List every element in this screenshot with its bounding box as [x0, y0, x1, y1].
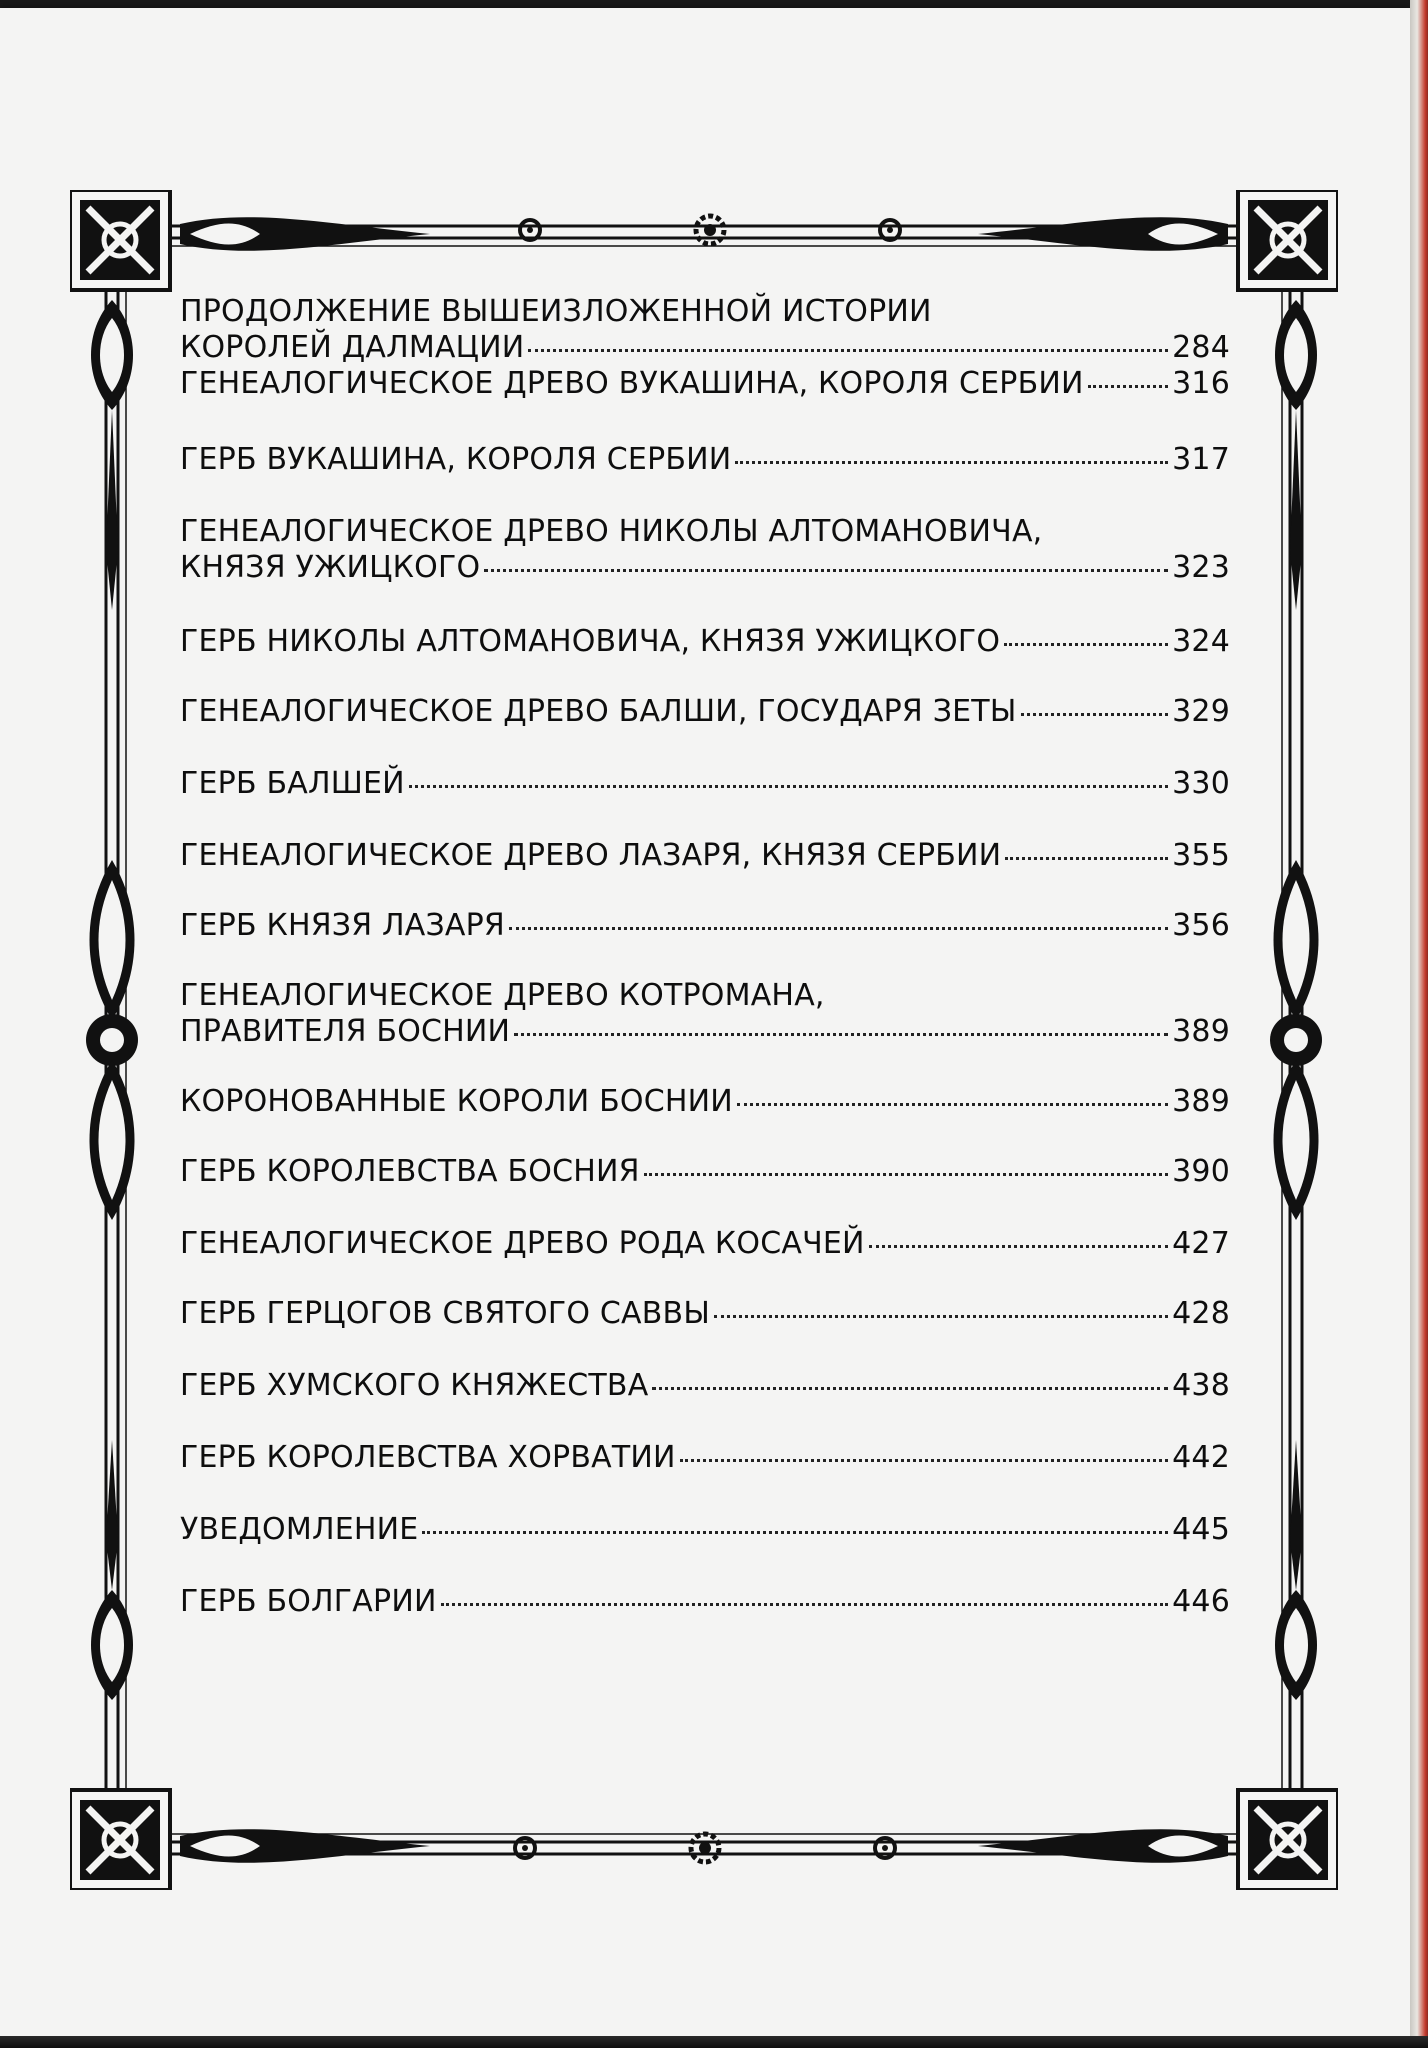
- rosette-icon: [520, 216, 900, 244]
- toc-entry-title: ГЕРБ КОРОЛЕВСТВА БОСНИЯ: [180, 1154, 640, 1189]
- toc-entry: [180, 1512, 1230, 1548]
- toc-entry-page: 445: [1172, 1512, 1230, 1547]
- rosette-icon-bottom: [515, 1834, 895, 1862]
- dot-leader: [528, 349, 1168, 352]
- toc-entry: [180, 1154, 1230, 1190]
- toc-entry-page: 438: [1172, 1368, 1230, 1403]
- dot-leader: [1004, 643, 1168, 646]
- toc-entry-page: 390: [1172, 1154, 1230, 1189]
- dot-leader: [869, 1245, 1168, 1248]
- toc-entry-title-line1: ПРОДОЛЖЕНИЕ ВЫШЕИЗЛОЖЕННОЙ ИСТОРИИ: [180, 294, 932, 329]
- page-edge: [1410, 0, 1428, 2048]
- toc-entry-title: ГЕРБ КОРОЛЕВСТВА ХОРВАТИИ: [180, 1440, 676, 1475]
- toc-entry-title: КОРОНОВАННЫЕ КОРОЛИ БОСНИИ: [180, 1084, 733, 1119]
- dot-leader: [680, 1459, 1168, 1462]
- toc-entry: [180, 366, 1230, 402]
- dot-leader: [714, 1315, 1168, 1318]
- dot-leader: [409, 785, 1168, 788]
- toc-entry-title: КНЯЗЯ УЖИЦКОГО: [180, 550, 481, 585]
- toc-entry-page: 427: [1172, 1226, 1230, 1261]
- toc-entry-page: 355: [1172, 838, 1230, 873]
- toc-entry-title: УВЕДОМЛЕНИЕ: [180, 1512, 419, 1547]
- toc-entry-title: КОРОЛЕЙ ДАЛМАЦИИ: [180, 330, 525, 365]
- toc-entry: [180, 1084, 1230, 1120]
- toc-entry: [180, 514, 1230, 586]
- dot-leader: [441, 1603, 1169, 1606]
- right-side-ornament: [1270, 300, 1322, 1700]
- toc-entry-title: ГЕРБ НИКОЛЫ АЛТОМАНОВИЧА, КНЯЗЯ УЖИЦКОГО: [180, 624, 1001, 659]
- toc-entry-page: 428: [1172, 1296, 1230, 1331]
- toc-entry-page: 330: [1172, 766, 1230, 801]
- toc-entry-title-line1: ГЕНЕАЛОГИЧЕСКОЕ ДРЕВО НИКОЛЫ АЛТОМАНОВИЧА,: [180, 514, 1043, 549]
- toc-entry: [180, 294, 1230, 366]
- toc-entry-page: 316: [1172, 366, 1230, 401]
- toc-entry: [180, 1296, 1230, 1332]
- dot-leader: [1005, 857, 1168, 860]
- dot-leader: [1088, 385, 1168, 388]
- toc-entry-title: ГЕНЕАЛОГИЧЕСКОЕ ДРЕВО РОДА КОСАЧЕЙ: [180, 1226, 865, 1261]
- toc-entry-title: ПРАВИТЕЛЯ БОСНИИ: [180, 1014, 511, 1049]
- toc-entry: [180, 908, 1230, 944]
- dot-leader: [644, 1173, 1168, 1176]
- toc-entry-page: 356: [1172, 908, 1230, 943]
- toc-entry-page: 389: [1172, 1084, 1230, 1119]
- dot-leader: [1021, 713, 1169, 716]
- dot-leader: [735, 461, 1168, 464]
- toc-entry-title: ГЕРБ БАЛШЕЙ: [180, 766, 405, 801]
- corner-knot-bottom-right: [1238, 1790, 1338, 1890]
- toc-entry: [180, 442, 1230, 478]
- left-side-ornament: [86, 300, 138, 1700]
- book-page: [0, 8, 1410, 2038]
- toc-entry-page: 317: [1172, 442, 1230, 477]
- corner-knot-bottom-left: [70, 1790, 170, 1890]
- dot-leader: [737, 1103, 1168, 1106]
- toc-entry-title: ГЕРБ ВУКАШИНА, КОРОЛЯ СЕРБИИ: [180, 442, 732, 477]
- toc-entry-title: ГЕНЕАЛОГИЧЕСКОЕ ДРЕВО БАЛШИ, ГОСУДАРЯ ЗЕТЫ: [180, 694, 1017, 729]
- dot-leader: [509, 927, 1168, 930]
- toc-entry: [180, 694, 1230, 730]
- toc-entry-title-line1: ГЕНЕАЛОГИЧЕСКОЕ ДРЕВО КОТРОМАНА,: [180, 978, 825, 1013]
- dot-leader: [514, 1033, 1168, 1036]
- toc-entry-line2: [180, 330, 1230, 366]
- toc-entry-line1: [180, 294, 1230, 330]
- toc-entry: [180, 766, 1230, 802]
- toc-entry-page: 389: [1172, 1014, 1230, 1049]
- toc-entry-page: 329: [1172, 694, 1230, 729]
- toc-entry-title: ГЕНЕАЛОГИЧЕСКОЕ ДРЕВО ЛАЗАРЯ, КНЯЗЯ СЕРБИИ: [180, 838, 1002, 873]
- toc-entry-page: 324: [1172, 624, 1230, 659]
- toc-entry-title: ГЕРБ КНЯЗЯ ЛАЗАРЯ: [180, 908, 505, 943]
- toc-entry: [180, 1584, 1230, 1620]
- dot-leader: [484, 569, 1168, 572]
- bottom-edge: [0, 2036, 1428, 2048]
- toc-entry-title: ГЕРБ ХУМСКОГО КНЯЖЕСТВА: [180, 1368, 649, 1403]
- toc-entry: [180, 1440, 1230, 1476]
- dot-leader: [422, 1531, 1168, 1534]
- dot-leader: [652, 1387, 1168, 1390]
- toc-entry: [180, 624, 1230, 660]
- toc-entry-title: ГЕРБ ГЕРЦОГОВ СВЯТОГО САВВЫ: [180, 1296, 710, 1331]
- toc-entry-page: 284: [1172, 330, 1230, 365]
- toc-entry-page: 323: [1172, 550, 1230, 585]
- toc-entry: [180, 978, 1230, 1050]
- toc-entry-page: 446: [1172, 1584, 1230, 1619]
- toc-entry-title: ГЕРБ БОЛГАРИИ: [180, 1584, 437, 1619]
- toc-entry-page: 442: [1172, 1440, 1230, 1475]
- corner-knot-top-left: [70, 190, 170, 290]
- corner-knot-top-right: [1238, 190, 1338, 290]
- toc-entry-title: ГЕНЕАЛОГИЧЕСКОЕ ДРЕВО ВУКАШИНА, КОРОЛЯ СЕРБИИ: [180, 366, 1084, 401]
- toc-entry: [180, 1368, 1230, 1404]
- toc-entry: [180, 1226, 1230, 1262]
- toc-entry: [180, 838, 1230, 874]
